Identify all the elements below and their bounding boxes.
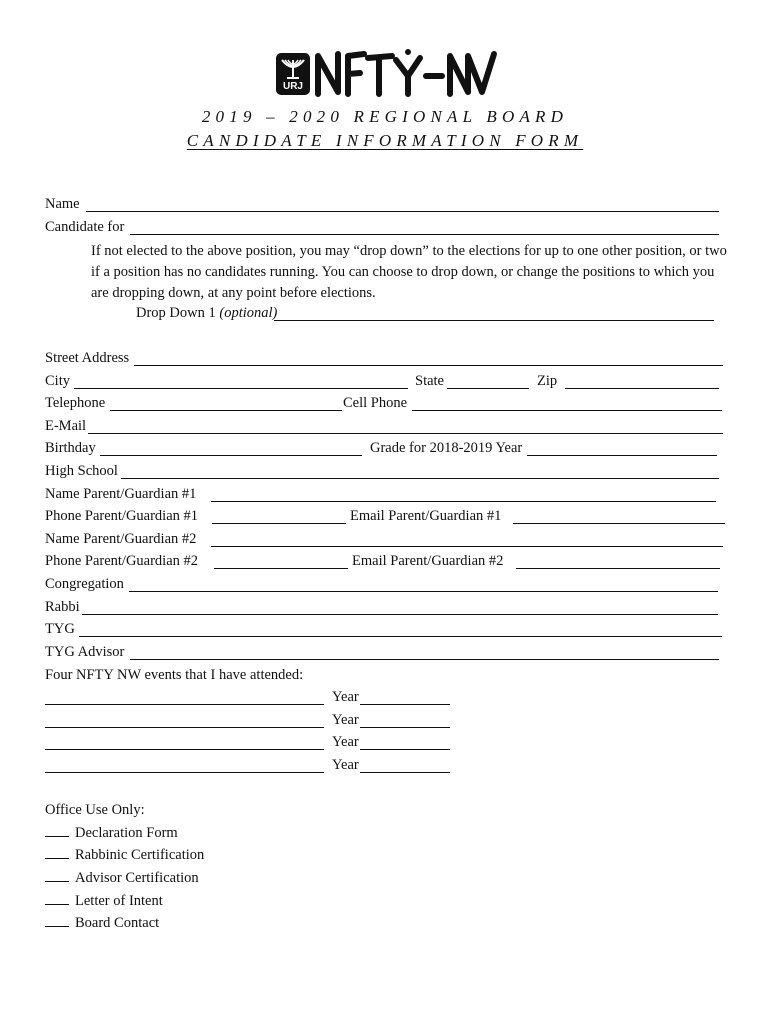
event-year-field[interactable] [360,727,450,728]
checklist-label: Declaration Form [75,825,178,841]
candidate-for-label: Candidate for [45,219,125,235]
state-label: State [415,373,444,389]
year-label: Year [332,712,359,728]
email-field[interactable] [88,433,723,434]
tyg-field[interactable] [79,636,722,637]
street-address-label: Street Address [45,350,130,366]
nfty-nw-wordmark [312,46,498,100]
optional-note: (optional) [219,305,278,321]
drop-down-1-field[interactable] [274,320,714,321]
email-parent-1-label: Email Parent/Guardian #1 [350,508,502,524]
birthday-label: Birthday [45,440,96,456]
form-title-line-1: 2019 – 2020 REGIONAL BOARD [201,107,569,126]
cell-phone-field[interactable] [412,410,722,411]
rabbi-label: Rabbi [45,599,80,615]
cell-phone-label: Cell Phone [343,395,408,411]
tyg-advisor-label: TYG Advisor [45,644,125,660]
email-parent-1-field[interactable] [513,523,725,524]
year-label: Year [332,734,359,750]
phone-parent-2-field[interactable] [214,568,348,569]
phone-parent-1-field[interactable] [212,523,346,524]
event-year-field[interactable] [360,749,450,750]
phone-parent-1-label: Phone Parent/Guardian #1 [45,508,199,524]
office-use-heading: Office Use Only: [45,802,145,818]
year-label: Year [332,689,359,705]
telephone-field[interactable] [110,410,342,411]
event-name-field[interactable] [45,727,324,728]
phone-parent-2-label: Phone Parent/Guardian #2 [45,553,199,569]
congregation-label: Congregation [45,576,124,592]
rabbi-field[interactable] [82,614,718,615]
year-label: Year [332,757,359,773]
checklist-label: Advisor Certification [75,870,199,886]
checklist-blank[interactable] [45,926,69,927]
drop-down-instructions: If not elected to the above position, you may “drop down” to the elections for up to one other position, or two if a position has no candidates running. You can choose to drop down, or change the positions to which you are dropping down, at any point before elections. [91,243,727,301]
email-label: E-Mail [45,418,87,434]
drop-down-1-label: Drop Down 1 (optional) [136,305,278,321]
urj-logo-icon [276,53,310,95]
city-label: City [45,373,70,389]
telephone-label: Telephone [45,395,106,411]
events-heading: Four NFTY NW events that I have attended: [45,667,304,683]
checklist-label: Board Contact [75,915,160,931]
candidate-for-field[interactable] [130,234,719,235]
grade-label: Grade for 2018-2019 Year [370,440,523,456]
email-parent-2-label: Email Parent/Guardian #2 [352,553,504,569]
name-field[interactable] [86,211,719,212]
zip-label: Zip [537,373,558,389]
urj-logo-text: URJ [282,81,303,92]
checklist-label: Rabbinic Certification [75,847,205,863]
state-field[interactable] [447,388,529,389]
street-address-field[interactable] [134,365,723,366]
event-name-field[interactable] [45,704,324,705]
checklist-blank[interactable] [45,858,69,859]
name-parent-1-field[interactable] [211,501,716,502]
zip-field[interactable] [565,388,719,389]
event-year-field[interactable] [360,704,450,705]
high-school-field[interactable] [121,478,719,479]
tyg-advisor-field[interactable] [130,659,719,660]
name-parent-2-label: Name Parent/Guardian #2 [45,531,197,547]
name-parent-2-field[interactable] [211,546,723,547]
name-parent-1-label: Name Parent/Guardian #1 [45,486,197,502]
name-label: Name [45,196,80,212]
high-school-label: High School [45,463,118,479]
birthday-field[interactable] [100,455,362,456]
event-name-field[interactable] [45,772,324,773]
form-title-line-2: CANDIDATE INFORMATION FORM [186,131,584,150]
checklist-label: Letter of Intent [75,893,163,909]
event-year-field[interactable] [360,772,450,773]
event-name-field[interactable] [45,749,324,750]
grade-field[interactable] [527,455,717,456]
city-field[interactable] [74,388,408,389]
congregation-field[interactable] [129,591,718,592]
email-parent-2-field[interactable] [516,568,720,569]
checklist-blank[interactable] [45,904,69,905]
checklist-blank[interactable] [45,836,69,837]
checklist-blank[interactable] [45,881,69,882]
tyg-label: TYG [45,621,75,637]
nfty-nw-logo [276,50,498,100]
